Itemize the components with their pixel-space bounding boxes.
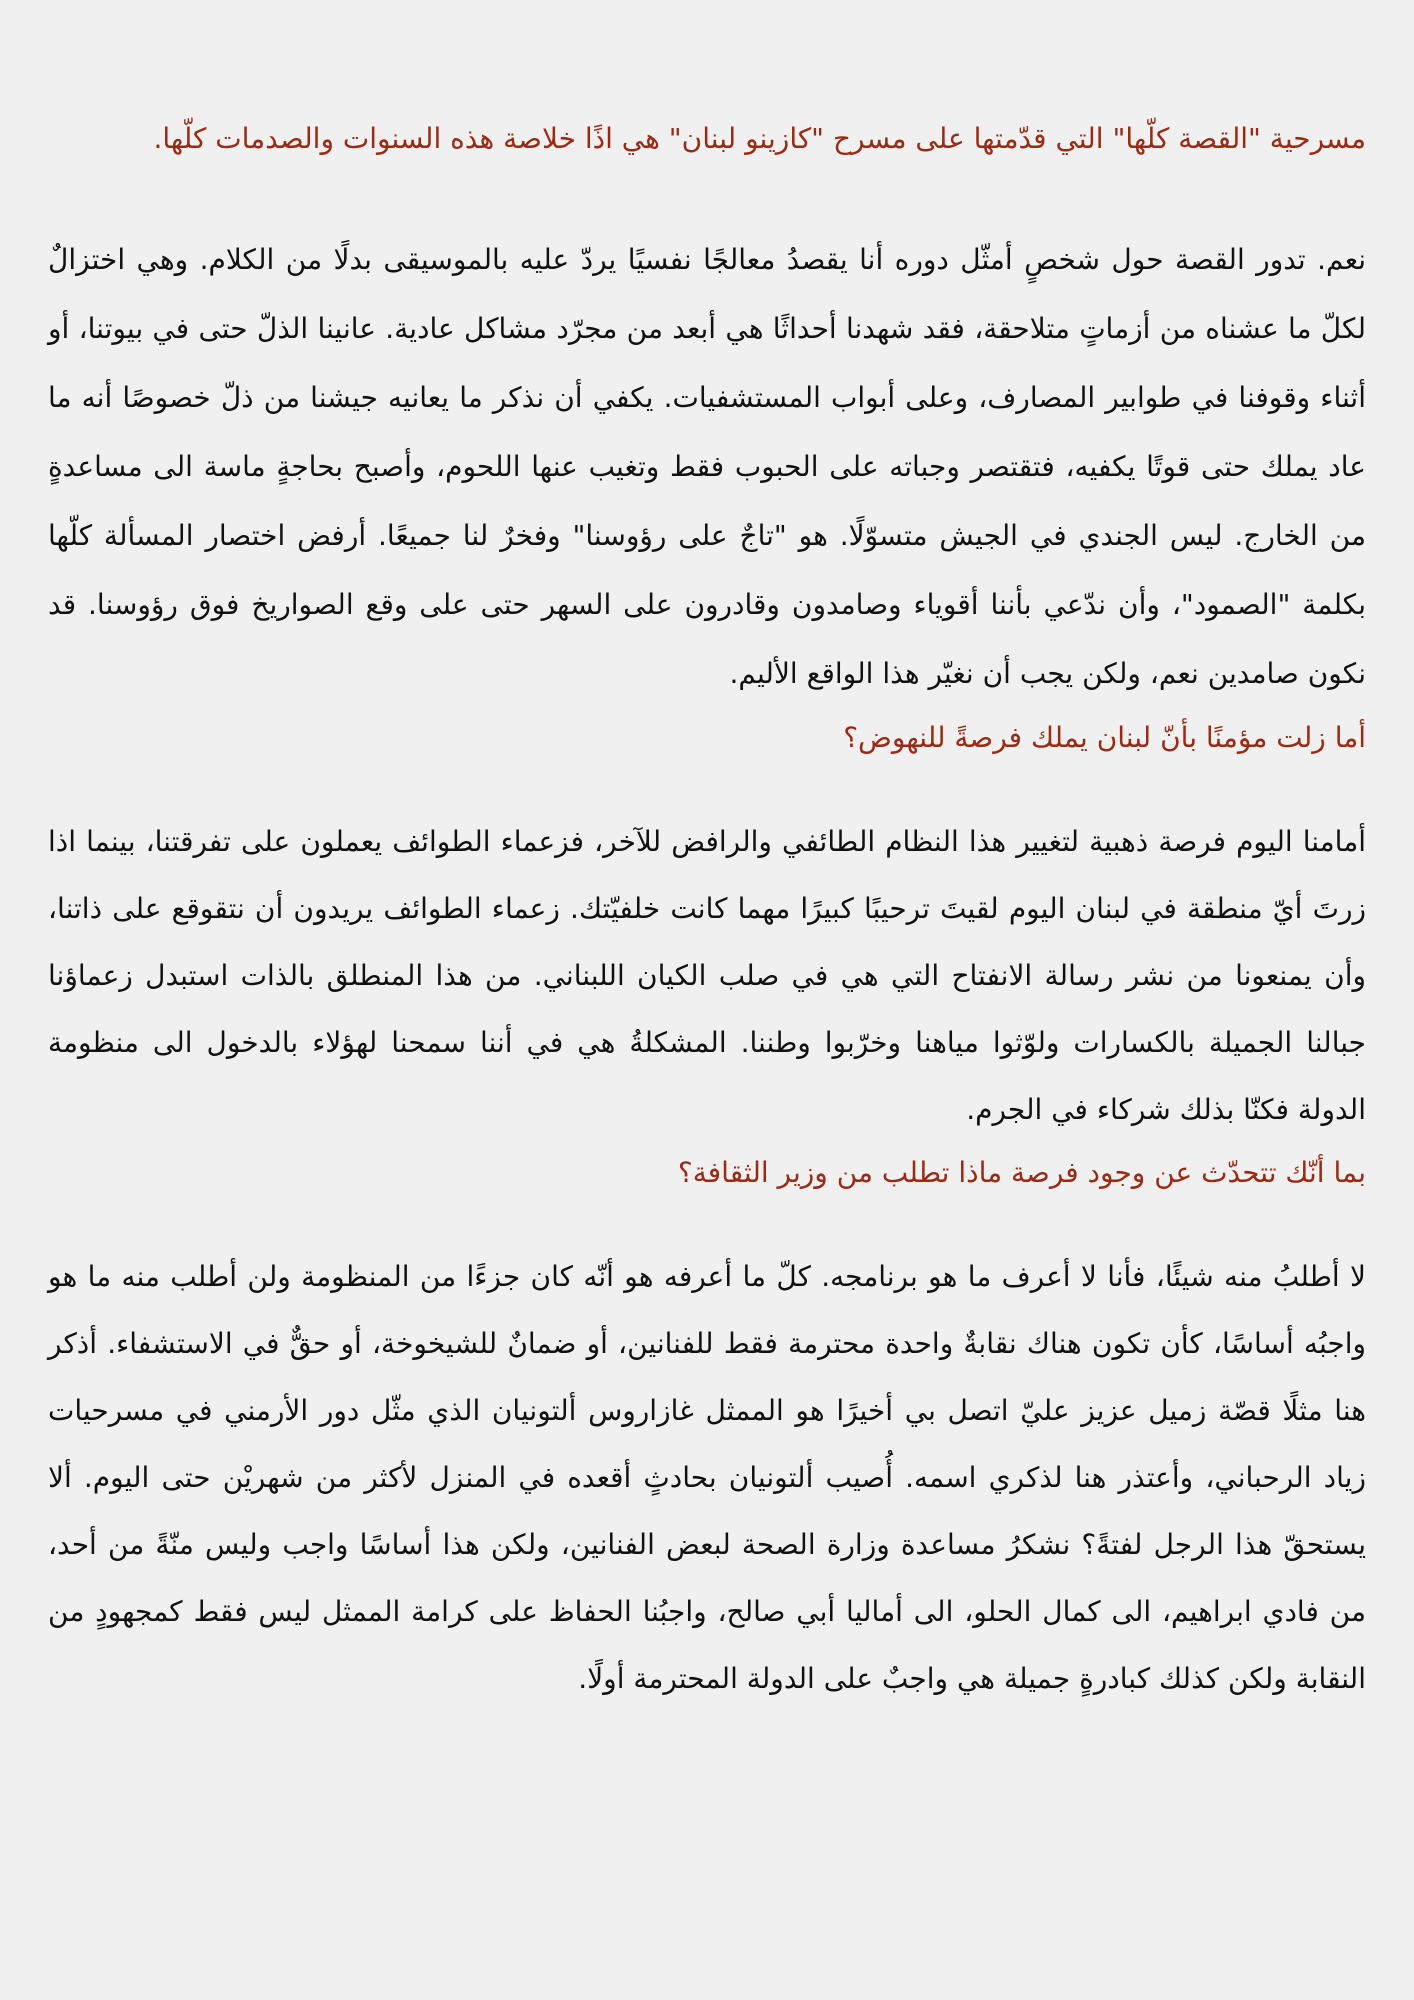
answer-paragraph-1: نعم. تدور القصة حول شخصٍ أمثّل دوره أنا يقصدُ معالجًا نفسيًا يردّ عليه بالموسيقى بدلًا من الكلام. وهي اختزالٌ لكلّ ما عشناه من أزماتٍ متلاحقة، فقد شهدنا أحداثًا هي أبعد من مجرّد مشاكل عادية. عانينا الذلّ حتى في بيوتنا، أو أثناء وقوفنا في طوابير المصارف، وعلى أبواب المستشفيات. يكفي أن نذكر ما يعانيه جيشنا من ذلّ خصوصًا أنه ما عاد يملك حتى قوتًا يكفيه، فتقتصر وجباته على الحبوب فقط وتغيب عنها اللحوم، وأصبح بحاجةٍ ماسة الى مساعدةٍ من الخارج. ليس الجندي في الجيش متسوّلًا. هو "تاجٌ على رؤوسنا" وفخرٌ لنا جميعًا. أرفض اختصار المسألة كلّها بكلمة "الصمود"، وأن ندّعي بأننا أقوياء وصامدون وقادرون على السهر حتى على وقع الصواريخ فوق رؤوسنا. قد نكون صامدين نعم، ولكن يجب أن نغيّر هذا الواقع الأليم. bbox=[48, 243, 1366, 690]
interview-question-2: أما زلت مؤمنًا بأنّ لبنان يملك فرصةً للنهوض؟ bbox=[843, 721, 1366, 754]
answer-paragraph-2: أمامنا اليوم فرصة ذهبية لتغيير هذا النظام الطائفي والرافض للآخر، فزعماء الطوائف يعملون على تفرقتنا، بينما اذا زرتَ أيّ منطقة في لبنان اليوم لقيتَ ترحيبًا كبيرًا مهما كانت خلفيّتك. زعماء الطوائف يريدون أن نتقوقع على ذاتنا، وأن يمنعونا من نشر رسالة الانفتاح التي هي في صلب الكيان اللبناني. من هذا المنطلق بالذات استبدل زعماؤنا جبالنا الجميلة بالكسارات ولوّثوا مياهنا وخرّبوا وطننا. المشكلةُ هي في أننا سمحنا لهؤلاء بالدخول الى منظومة الدولة فكنّا بذلك شركاء في الجرم. bbox=[48, 825, 1366, 1126]
answer-paragraph-3: لا أطلبُ منه شيئًا، فأنا لا أعرف ما هو برنامجه. كلّ ما أعرفه هو أنّه كان جزءًا من المنظومة ولن أطلب منه ما هو واجبُه أساسًا، كأن تكون هناك نقابةٌ واحدة محترمة فقط للفنانين، أو ضمانٌ للشيخوخة، أو حقٌّ في الاستشفاء. أذكر هنا مثلًا قصّة زميل عزيز عليّ اتصل بي أخيرًا هو الممثل غازاروس ألتونيان الذي مثّل دور الأرمني في مسرحيات زياد الرحباني، وأعتذر هنا لذكري اسمه. أُصيب ألتونيان بحادثٍ أقعده في المنزل لأكثر من شهريْن حتى اليوم. ألا يستحقّ هذا الرجل لفتةً؟ نشكرُ مساعدة وزارة الصحة لبعض الفنانين، ولكن هذا أساسًا واجب وليس منّةً من أحد، من فادي ابراهيم، الى كمال الحلو، الى أماليا أبي صالح، واجبُنا الحفاظ على كرامة الممثل ليس فقط كمجهودٍ من النقابة ولكن كذلك كبادرةٍ جميلة هي واجبٌ على الدولة المحترمة أولًا. bbox=[48, 1260, 1366, 1695]
interview-question-3: بما أنّك تتحدّث عن وجود فرصة ماذا تطلب من وزير الثقافة؟ bbox=[677, 1156, 1366, 1189]
article-lead-paragraph: مسرحية "القصة كلّها" التي قدّمتها على مسرح "كازينو لبنان" هي اذًا خلاصة هذه السنوات والصدمات كلّها. bbox=[153, 122, 1366, 155]
